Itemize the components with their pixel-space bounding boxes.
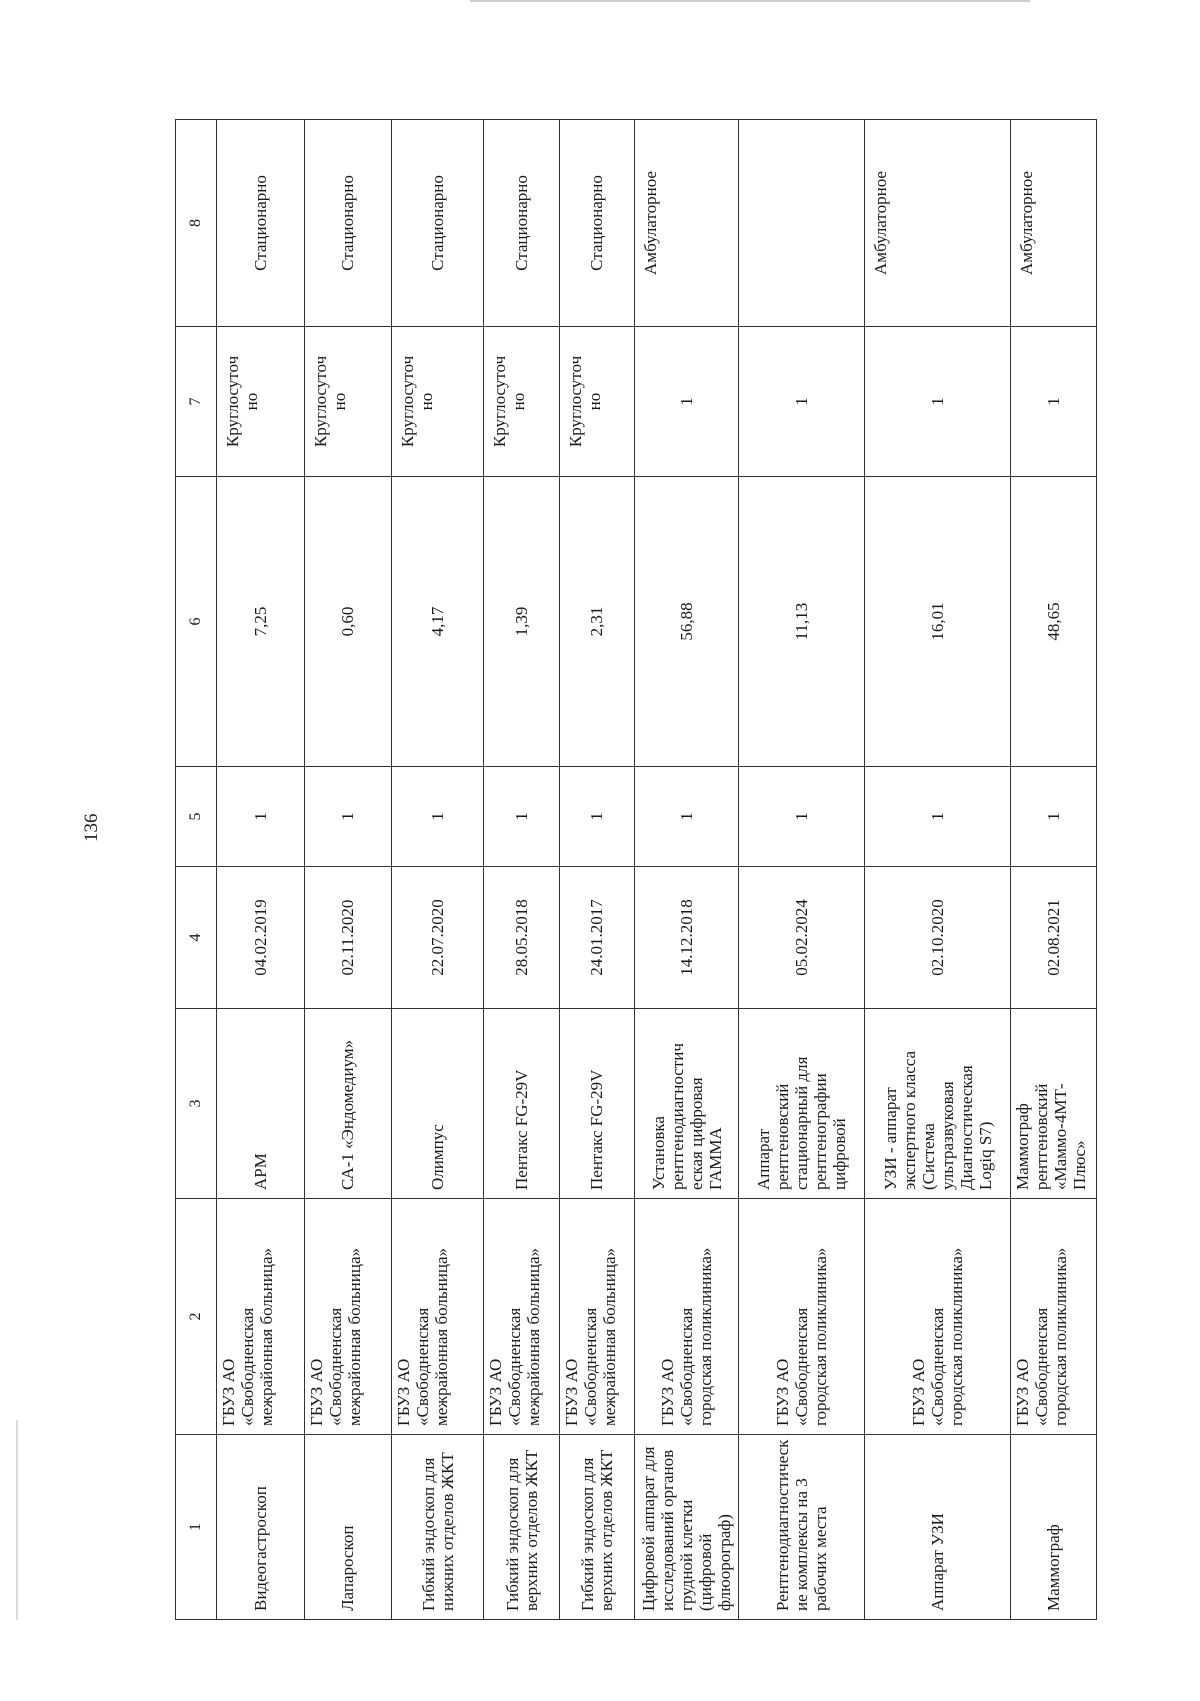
page-number: 136 <box>81 813 102 842</box>
table-row <box>216 120 304 1620</box>
date: 04.02.2019 <box>216 867 304 1009</box>
quantity: 1 <box>392 767 484 867</box>
equipment-name: Гибкий эндоскоп для нижних отделов ЖКТ <box>392 1435 484 1620</box>
organization: ГБУЗ АО «Свободненская городская поликлиника» <box>864 1199 1010 1435</box>
organization: ГБУЗ АО «Свободненская межрайонная больница» <box>216 1199 304 1435</box>
schedule: 1 <box>739 327 864 477</box>
organization: ГБУЗ АО «Свободненская городская поликлиника» <box>739 1199 864 1435</box>
equipment-name: Видеогастроскоп <box>216 1435 304 1620</box>
table-row <box>484 120 559 1620</box>
schedule: 1 <box>634 327 739 477</box>
quantity: 1 <box>634 767 739 867</box>
quantity: 1 <box>304 767 392 867</box>
date: 02.11.2020 <box>304 867 392 1009</box>
column-number: 6 <box>176 477 217 767</box>
organization: ГБУЗ АО «Свободненская городская поликлиника» <box>634 1199 739 1435</box>
quantity: 1 <box>739 767 864 867</box>
usage-mode: Стационарно <box>216 120 304 327</box>
date: 22.07.2020 <box>392 867 484 1009</box>
usage-mode: Стационарно <box>304 120 392 327</box>
usage-mode: Амбулаторное <box>864 120 1010 327</box>
schedule: Круглосуточ но <box>484 327 559 477</box>
equipment-name: Рентгенодиагностическ ие комплексы на 3 рабочих места <box>739 1435 864 1620</box>
table-row <box>559 120 634 1620</box>
quantity: 1 <box>559 767 634 867</box>
value: 48,65 <box>1011 477 1097 767</box>
value: 7,25 <box>216 477 304 767</box>
equipment-name: Цифровой аппарат для исследований органов грудной клетки (цифровой флюорограф) <box>634 1435 739 1620</box>
value: 1,39 <box>484 477 559 767</box>
equipment-model: Маммограф рентгеновский «Маммо-4МТ- Плюс» <box>1011 1009 1097 1199</box>
usage-mode <box>739 120 864 327</box>
date: 02.08.2021 <box>1011 867 1097 1009</box>
equipment-model: Аппарат рентгеновский стационарный для рентгенографии цифровой <box>739 1009 864 1199</box>
column-number: 8 <box>176 120 217 327</box>
organization: ГБУЗ АО «Свободненская межрайонная больница» <box>559 1199 634 1435</box>
organization: ГБУЗ АО «Свободненская межрайонная больница» <box>484 1199 559 1435</box>
value: 56,88 <box>634 477 739 767</box>
equipment-model: Олимпус <box>392 1009 484 1199</box>
scan-edge-mark <box>16 1420 18 1620</box>
schedule: 1 <box>864 327 1010 477</box>
table-row <box>864 120 1010 1620</box>
organization: ГБУЗ АО «Свободненская городская поликлиника» <box>1011 1199 1097 1435</box>
usage-mode: Стационарно <box>484 120 559 327</box>
equipment-name: Аппарат УЗИ <box>864 1435 1010 1620</box>
equipment-model: Установка рентгенодиагностич еская цифровая ГАММА <box>634 1009 739 1199</box>
usage-mode: Амбулаторное <box>634 120 739 327</box>
usage-mode: Стационарно <box>392 120 484 327</box>
value: 11,13 <box>739 477 864 767</box>
equipment-name: Гибкий эндоскоп для верхних отделов ЖКТ <box>484 1435 559 1620</box>
column-number: 2 <box>176 1199 217 1435</box>
equipment-model: Пентакс FG-29V <box>484 1009 559 1199</box>
equipment-model: УЗИ - аппарат экспертного класса (Система ультразвуковая Диагностическая Logiq S7) <box>864 1009 1010 1199</box>
column-number: 3 <box>176 1009 217 1199</box>
quantity: 1 <box>484 767 559 867</box>
quantity: 1 <box>864 767 1010 867</box>
usage-mode: Стационарно <box>559 120 634 327</box>
equipment-table <box>175 119 1097 1620</box>
equipment-name: Гибкий эндоскоп для верхних отделов ЖКТ <box>559 1435 634 1620</box>
schedule: Круглосуточ но <box>392 327 484 477</box>
rotated-table-wrapper <box>175 120 1097 1620</box>
column-number: 7 <box>176 327 217 477</box>
schedule: Круглосуточ но <box>216 327 304 477</box>
date: 28.05.2018 <box>484 867 559 1009</box>
schedule: Круглосуточ но <box>304 327 392 477</box>
equipment-model: АРМ <box>216 1009 304 1199</box>
table-row <box>739 120 864 1620</box>
equipment-model: Пентакс FG-29V <box>559 1009 634 1199</box>
value: 4,17 <box>392 477 484 767</box>
value: 0,60 <box>304 477 392 767</box>
organization: ГБУЗ АО «Свободненская межрайонная больница» <box>304 1199 392 1435</box>
table-row <box>304 120 392 1620</box>
table-row <box>1011 120 1097 1620</box>
date: 24.01.2017 <box>559 867 634 1009</box>
column-number: 4 <box>176 867 217 1009</box>
quantity: 1 <box>216 767 304 867</box>
schedule: 1 <box>1011 327 1097 477</box>
schedule: Круглосуточ но <box>559 327 634 477</box>
column-number: 5 <box>176 767 217 867</box>
quantity: 1 <box>1011 767 1097 867</box>
value: 2,31 <box>559 477 634 767</box>
value: 16,01 <box>864 477 1010 767</box>
table-row <box>392 120 484 1620</box>
equipment-model: СА-1 «Эндомедиум» <box>304 1009 392 1199</box>
column-number: 1 <box>176 1435 217 1620</box>
date: 02.10.2020 <box>864 867 1010 1009</box>
usage-mode: Амбулаторное <box>1011 120 1097 327</box>
scan-edge-mark <box>470 0 1030 2</box>
equipment-name: Маммограф <box>1011 1435 1097 1620</box>
column-number-row <box>176 120 217 1620</box>
organization: ГБУЗ АО «Свободненская межрайонная больница» <box>392 1199 484 1435</box>
table-row <box>634 120 739 1620</box>
date: 05.02.2024 <box>739 867 864 1009</box>
equipment-name: Лапароскоп <box>304 1435 392 1620</box>
date: 14.12.2018 <box>634 867 739 1009</box>
